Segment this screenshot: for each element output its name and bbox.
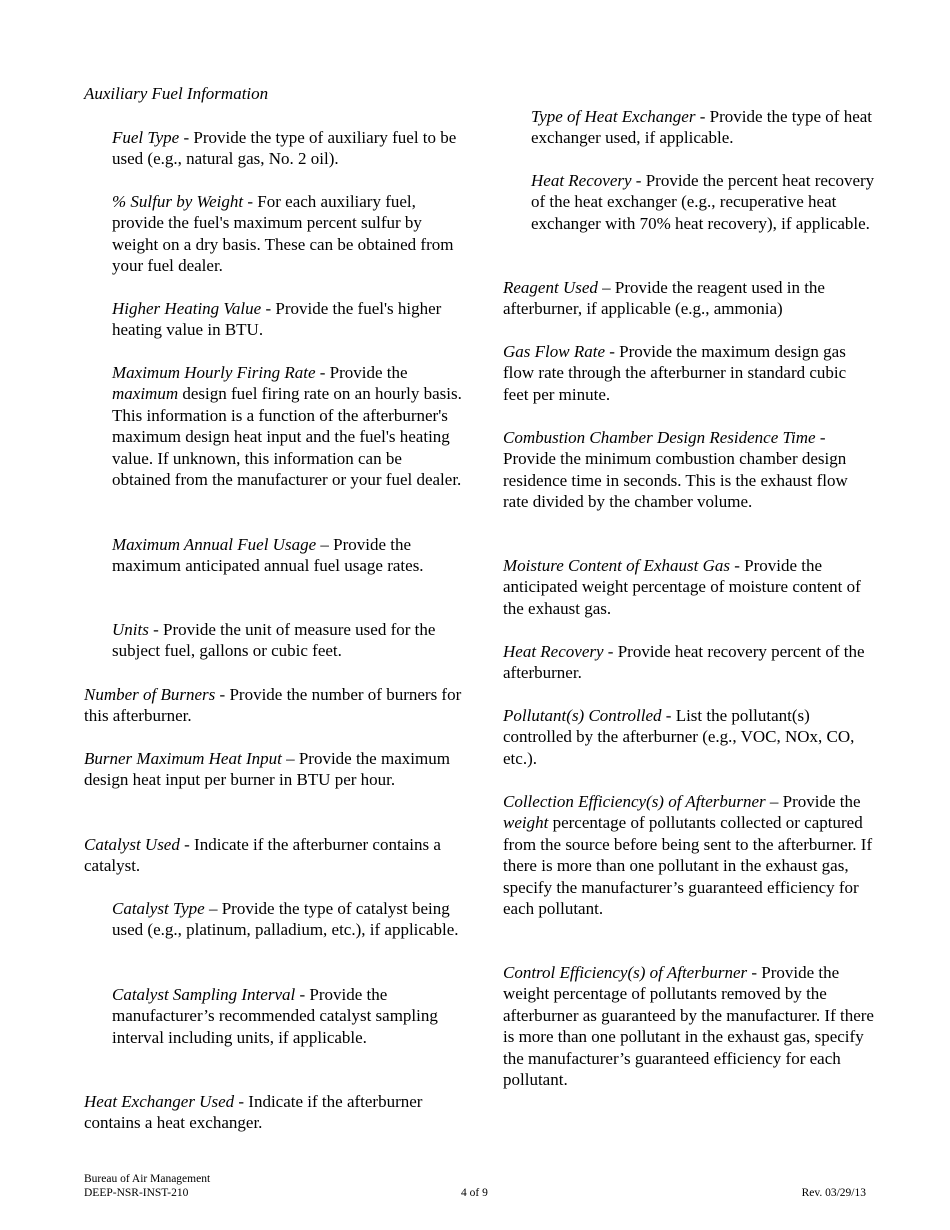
term: Number of Burners bbox=[84, 685, 216, 704]
term: % Sulfur by Weight bbox=[112, 192, 244, 211]
term: Type of Heat Exchanger bbox=[531, 107, 696, 126]
footer-page-number: 4 of 9 bbox=[461, 1187, 488, 1199]
term: Maximum Hourly Firing Rate bbox=[112, 363, 316, 382]
term: Units bbox=[112, 620, 149, 639]
entry-pollutants-controlled: Pollutant(s) Controlled - List the pollutant(s) controlled by the afterburner (e.g., VOC, NOx, CO, etc.). bbox=[503, 706, 855, 768]
entry-heat-recovery-exchanger: Heat Recovery - Provide the percent heat recovery of the heat exchanger (e.g., recuperative heat exchanger with 70% heat recovery), if applicable. bbox=[531, 171, 875, 233]
term: Higher Heating Value bbox=[112, 299, 262, 318]
description: Provide the percent heat recovery of the heat exchanger (e.g., recuperative heat exchanger with 70% heat recovery), if applicable. bbox=[531, 171, 875, 233]
footer-org: Bureau of Air Management bbox=[84, 1173, 211, 1185]
description: Provide the number of burners for this afterburner. bbox=[84, 685, 462, 726]
term: Moisture Content of Exhaust Gas bbox=[503, 556, 730, 575]
description: Provide the type of catalyst being used (e.g., platinum, palladium, etc.), if applicable. bbox=[112, 899, 459, 940]
entry-burner-max-heat-input: Burner Maximum Heat Input – Provide the maximum design heat input per burner in BTU per hour. bbox=[84, 749, 450, 790]
emphasis: weight bbox=[503, 813, 549, 833]
description: Provide the fuel's higher heating value in BTU. bbox=[112, 299, 442, 340]
description: Indicate if the afterburner contains a heat exchanger. bbox=[84, 1092, 423, 1133]
term: Heat Exchanger Used bbox=[84, 1092, 235, 1111]
description: Provide the reagent used in the afterburner, if applicable (e.g., ammonia) bbox=[503, 278, 825, 319]
emphasis: maximum bbox=[112, 384, 179, 404]
term: Combustion Chamber Design Residence Time bbox=[503, 428, 816, 447]
entry-heat-recovery-afterburner: Heat Recovery - Provide heat recovery percent of the afterburner. bbox=[503, 642, 865, 683]
entry-higher-heating-value: Higher Heating Value - Provide the fuel's higher heating value in BTU. bbox=[112, 299, 442, 340]
description: Provide heat recovery percent of the afterburner. bbox=[503, 642, 865, 683]
entry-units: Units - Provide the unit of measure used for the subject fuel, gallons or cubic feet. bbox=[112, 620, 436, 661]
description: Provide the maximum anticipated annual fuel usage rates. bbox=[112, 535, 424, 576]
term: Control Efficiency(s) of Afterburner bbox=[503, 963, 748, 982]
entry-control-efficiency: Control Efficiency(s) of Afterburner - Provide the weight percentage of pollutants removed by the afterburner as guaranteed by the manufacturer. If there is more than one pollutant in the exhaust gas, specify the manufacturer’s guaranteed efficiency for each pollutant. bbox=[503, 963, 874, 1090]
section-heading: Auxiliary Fuel Information bbox=[84, 84, 269, 103]
entry-combustion-chamber-residence-time: Combustion Chamber Design Residence Time - Provide the minimum combustion chamber design residence time in seconds. This is the exhaust flow rate divided by the chamber volume. bbox=[503, 428, 848, 512]
entry-heat-exchanger-used: Heat Exchanger Used - Indicate if the afterburner contains a heat exchanger. bbox=[84, 1092, 423, 1133]
entry-catalyst-sampling-interval: Catalyst Sampling Interval - Provide the manufacturer’s recommended catalyst sampling interval including units, if applicable. bbox=[112, 985, 438, 1047]
footer-left bbox=[84, 1173, 210, 1200]
term: Burner Maximum Heat Input bbox=[84, 749, 282, 768]
term: Fuel Type bbox=[112, 128, 180, 147]
term: Gas Flow Rate bbox=[503, 342, 605, 361]
entry-gas-flow-rate: Gas Flow Rate - Provide the maximum design gas flow rate through the afterburner in standard cubic feet per minute. bbox=[503, 342, 847, 404]
description: Provide the anticipated weight percentage of moisture content of the exhaust gas. bbox=[503, 556, 861, 618]
term: Heat Recovery bbox=[503, 642, 604, 661]
description: Provide the minimum combustion chamber design residence time in seconds. This is the exhaust flow rate divided by the chamber volume. bbox=[503, 449, 848, 512]
entry-moisture-content: Moisture Content of Exhaust Gas - Provide the anticipated weight percentage of moisture content of the exhaust gas. bbox=[503, 556, 861, 618]
term: Reagent Used bbox=[503, 278, 598, 297]
entry-sulfur-by-weight: % Sulfur by Weight - For each auxiliary fuel, provide the fuel's maximum percent sulfur by weight on a dry basis. These can be obtained from your fuel dealer. bbox=[112, 192, 454, 276]
term: Collection Efficiency(s) of Afterburner bbox=[503, 792, 766, 811]
entry-catalyst-type: Catalyst Type – Provide the type of catalyst being used (e.g., platinum, palladium, etc.), if applicable. bbox=[112, 899, 459, 940]
description: Provide the weight percentage of pollutants removed by the afterburner as guaranteed by the manufacturer. If there is more than one pollutant in the exhaust gas, specify the manufacturer’s guaranteed efficiency for each pollutant. bbox=[503, 963, 874, 1090]
term: Catalyst Type bbox=[112, 899, 205, 918]
description: For each auxiliary fuel, provide the fuel's maximum percent sulfur by weight on a dry basis. These can be obtained from your fuel dealer. bbox=[112, 192, 454, 276]
description: Provide the type of heat exchanger used, if applicable. bbox=[531, 107, 873, 148]
term: Maximum Annual Fuel Usage bbox=[112, 535, 317, 554]
description: Provide the maximum design gas flow rate through the afterburner in standard cubic feet per minute. bbox=[503, 342, 847, 404]
entry-type-of-heat-exchanger: Type of Heat Exchanger - Provide the type of heat exchanger used, if applicable. bbox=[531, 107, 873, 148]
entry-collection-efficiency: Collection Efficiency(s) of Afterburner – Provide the weight percentage of pollutants collected or captured from the source before being sent to the afterburner. If there is more than one pollutant in the exhaust gas, specify the manufacturer’s guaranteed efficiency for each pollutant. bbox=[503, 792, 873, 919]
description: Provide the type of auxiliary fuel to be used (e.g., natural gas, No. 2 oil). bbox=[112, 128, 457, 169]
entry-max-annual-fuel-usage: Maximum Annual Fuel Usage – Provide the maximum anticipated annual fuel usage rates. bbox=[112, 535, 424, 576]
entry-number-of-burners: Number of Burners - Provide the number of burners for this afterburner. bbox=[84, 685, 462, 726]
description: Provide the unit of measure used for the subject fuel, gallons or cubic feet. bbox=[112, 620, 436, 661]
description: List the pollutant(s) controlled by the afterburner (e.g., VOC, NOx, CO, etc.). bbox=[503, 706, 855, 768]
footer-revision: Rev. 03/29/13 bbox=[801, 1187, 866, 1199]
entry-catalyst-used: Catalyst Used - Indicate if the afterburner contains a catalyst. bbox=[84, 835, 441, 876]
term: Heat Recovery bbox=[531, 171, 632, 190]
entry-reagent-used: Reagent Used – Provide the reagent used in the afterburner, if applicable (e.g., ammonia) bbox=[503, 278, 825, 319]
footer-form-id: DEEP-NSR-INST-210 bbox=[84, 1186, 189, 1199]
description: Provide the maximum design heat input per burner in BTU per hour. bbox=[84, 749, 450, 790]
entry-fuel-type: Fuel Type - Provide the type of auxiliary fuel to be used (e.g., natural gas, No. 2 oil). bbox=[112, 128, 457, 169]
term: Pollutant(s) Controlled bbox=[503, 706, 662, 725]
description: Provide the manufacturer’s recommended catalyst sampling interval including units, if applicable. bbox=[112, 985, 438, 1047]
entry-max-hourly-firing-rate: Maximum Hourly Firing Rate - Provide the maximum design fuel firing rate on an hourly basis. This information is a function of the afterburner's maximum design heat input and the fuel's heating value. If unknown, this information can be obtained from the manufacturer or your fuel dealer. bbox=[112, 363, 462, 490]
term: Catalyst Sampling Interval bbox=[112, 985, 296, 1004]
term: Catalyst Used bbox=[84, 835, 180, 854]
description: Indicate if the afterburner contains a catalyst. bbox=[84, 835, 441, 876]
